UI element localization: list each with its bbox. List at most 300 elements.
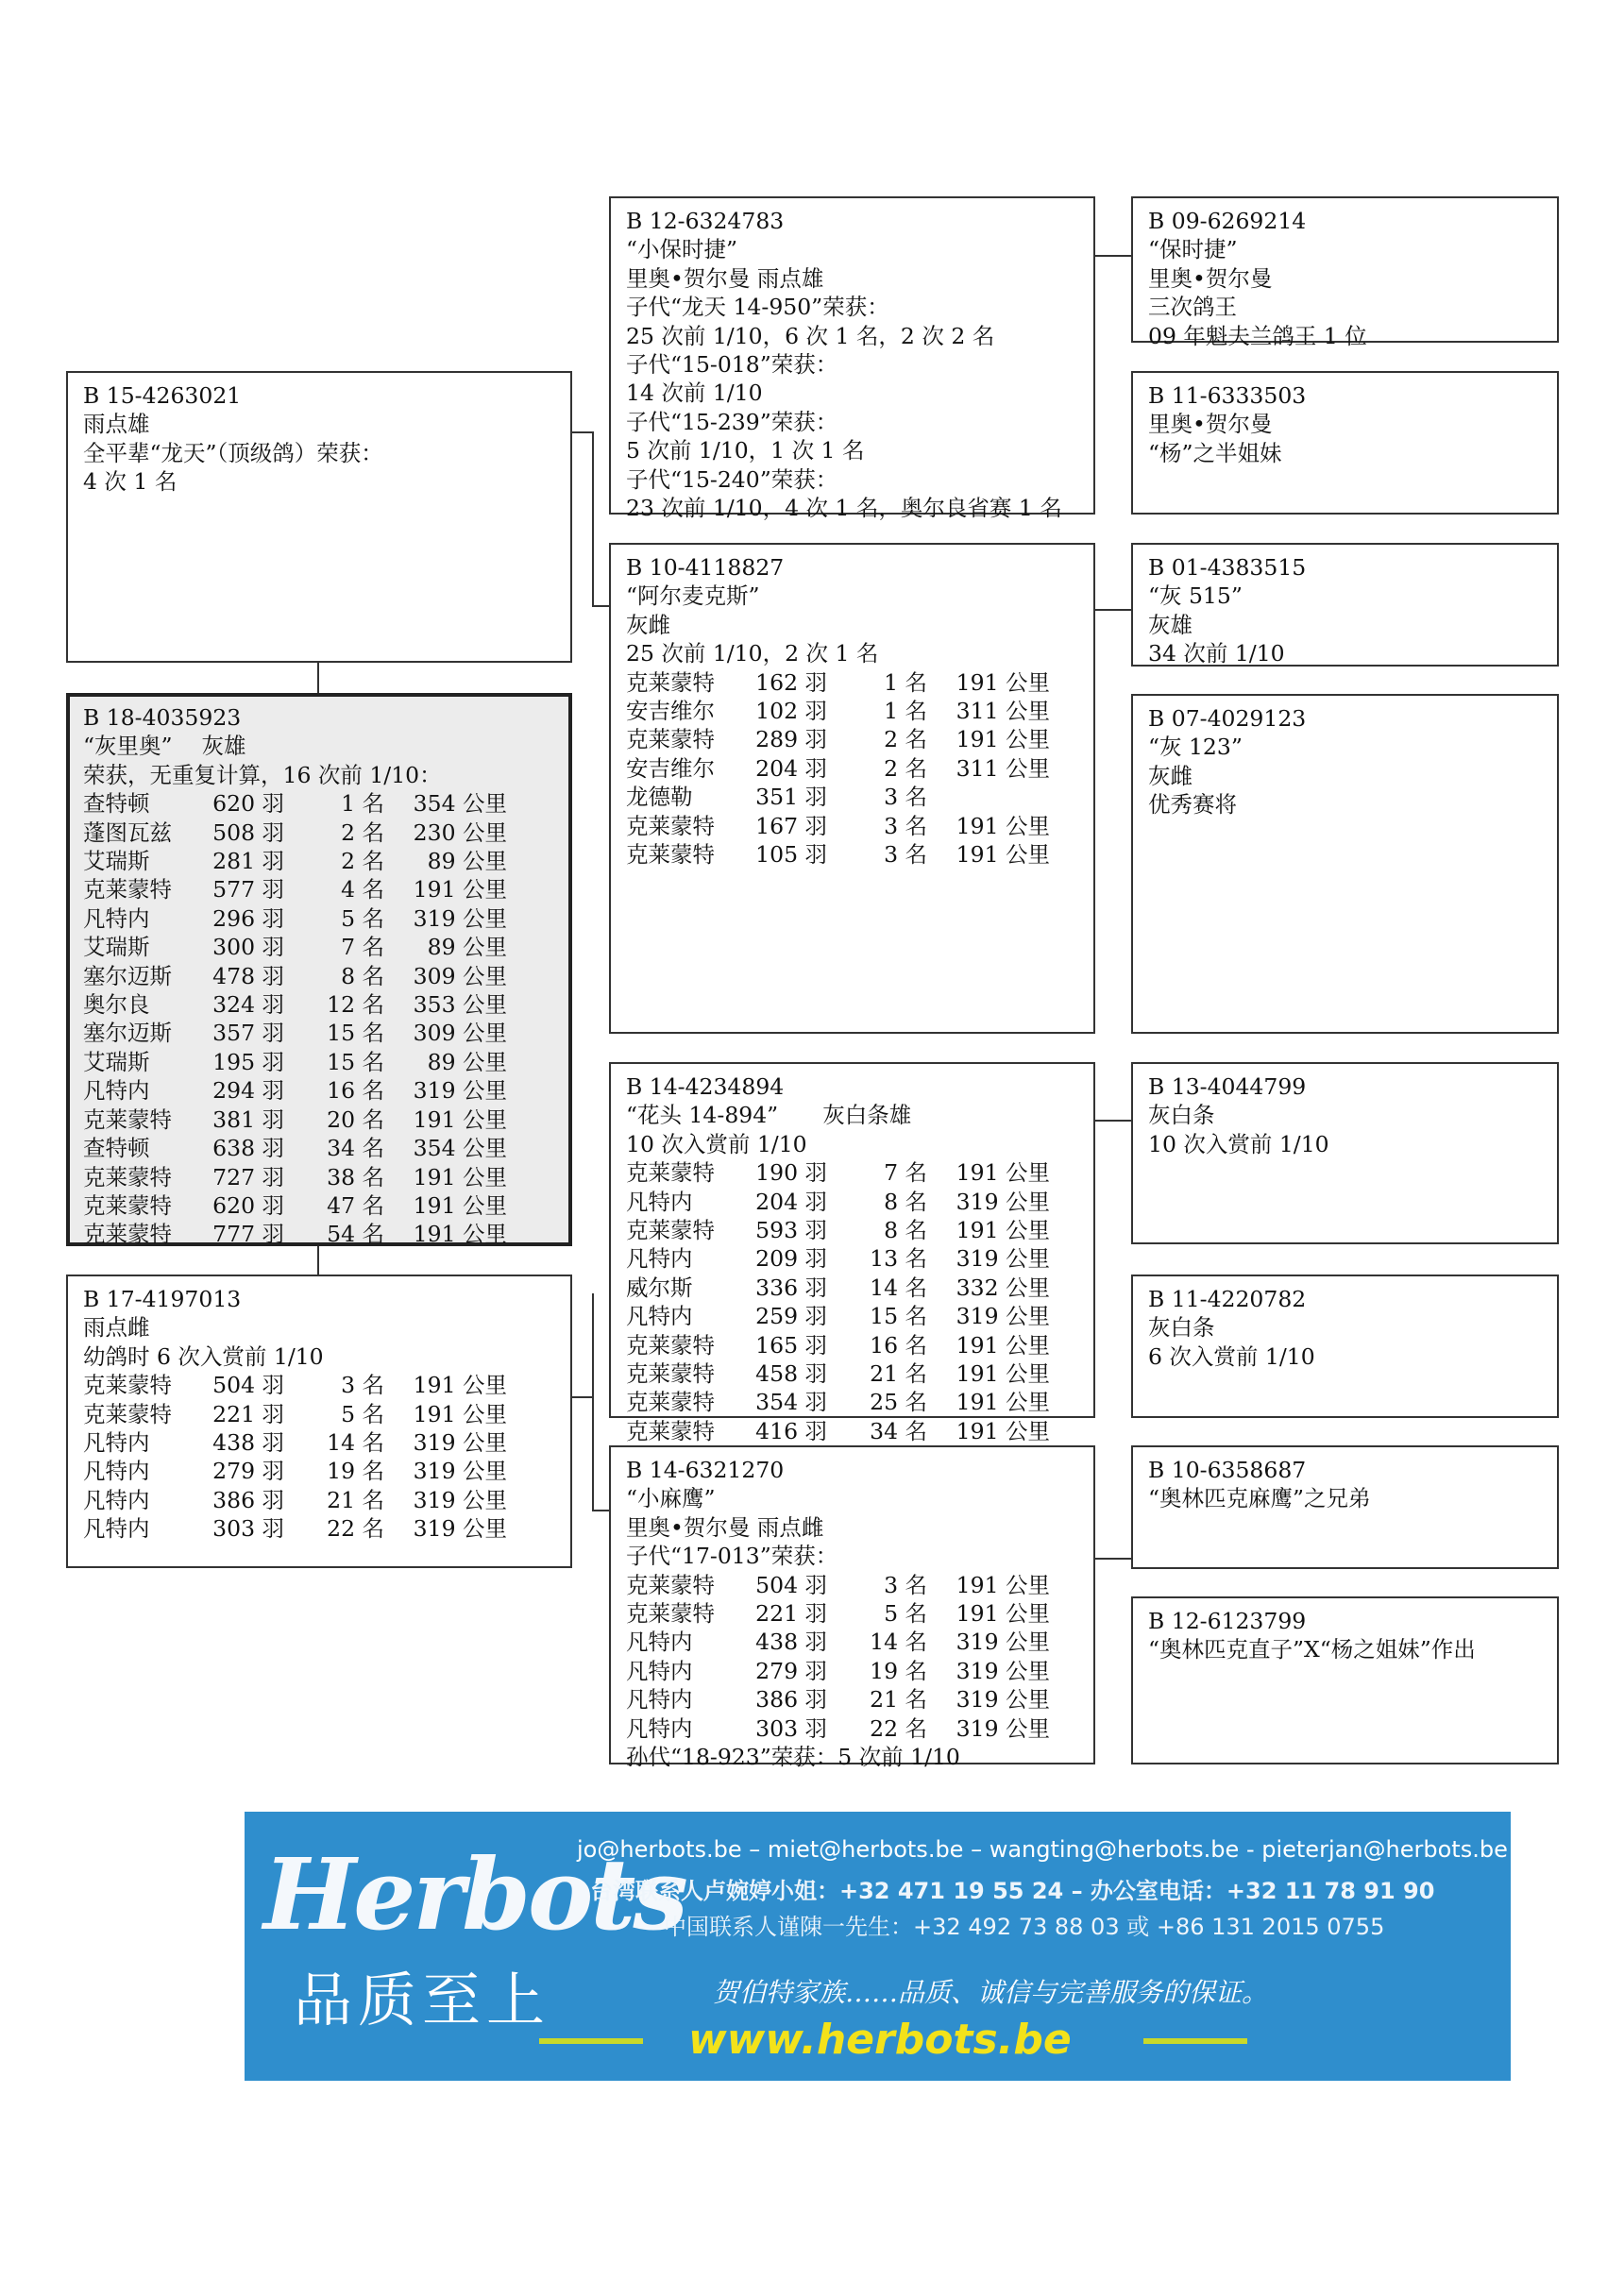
- ring-number: B 10-6358687: [1148, 1457, 1307, 1483]
- bird-count: 504 羽: [755, 1571, 827, 1598]
- placing: 5 名: [341, 904, 384, 932]
- bird-count: 638 羽: [212, 1135, 284, 1162]
- bird-count: 294 羽: [212, 1077, 284, 1105]
- distance: 319 公里: [956, 1714, 1050, 1742]
- ring-number: B 01-4383515: [1148, 554, 1307, 581]
- info-line: 子代“龙天 14-950”荣获：: [626, 294, 889, 321]
- result-row: [83, 933, 507, 961]
- results-table: [626, 1158, 1050, 1445]
- placing: 14 名: [327, 1429, 384, 1457]
- distance: 309 公里: [413, 962, 507, 989]
- distance: 319 公里: [413, 904, 507, 932]
- bird-count: 165 羽: [755, 1331, 827, 1359]
- distance: 354 公里: [413, 1135, 507, 1162]
- distance: 191 公里: [956, 1417, 1050, 1444]
- connector-line: [1093, 255, 1133, 257]
- bird-count: 162 羽: [755, 668, 827, 696]
- bird-count: 727 羽: [212, 1163, 284, 1190]
- race-location: 艾瑞斯: [83, 934, 150, 961]
- result-row: [83, 1400, 507, 1428]
- placing: 15 名: [327, 1048, 384, 1075]
- bird-count: 777 羽: [212, 1221, 284, 1248]
- bird-count: 190 羽: [755, 1159, 827, 1187]
- distance: 319 公里: [413, 1486, 507, 1513]
- race-location: 凡特内: [83, 1458, 150, 1485]
- placing: 8 名: [884, 1217, 927, 1244]
- distance: 230 公里: [413, 819, 507, 846]
- placing: 22 名: [870, 1714, 927, 1742]
- tagline: 贺伯特家族……品质、诚信与完善服务的保证。: [713, 1977, 1269, 2008]
- info-line: 子代“15-018”荣获：: [626, 351, 838, 379]
- distance: 191 公里: [413, 1400, 507, 1427]
- bird-count: 303 羽: [755, 1714, 827, 1742]
- placing: 5 名: [884, 1600, 927, 1628]
- result-row: [83, 1048, 507, 1076]
- info-line: 10 次入赏前 1/10: [1148, 1130, 1329, 1157]
- placing: 3 名: [884, 1571, 927, 1598]
- bird-count: 438 羽: [212, 1429, 284, 1457]
- info-line: 优秀赛将: [1148, 791, 1237, 819]
- website-link[interactable]: www.herbots.be: [688, 2016, 1072, 2064]
- results-table: [83, 1371, 507, 1543]
- distance: 309 公里: [413, 1020, 507, 1047]
- info-line: “杨”之半姐妹: [1148, 439, 1282, 466]
- placing: 15 名: [327, 1020, 384, 1047]
- placing: 20 名: [327, 1106, 384, 1133]
- result-row: [83, 819, 507, 847]
- placing: 3 名: [884, 841, 927, 869]
- distance: 191 公里: [956, 1217, 1050, 1244]
- bird-count: 508 羽: [212, 819, 284, 846]
- result-row: [83, 1514, 507, 1543]
- bird-count: 303 羽: [212, 1515, 284, 1543]
- info-line: 雨点雄: [83, 411, 150, 438]
- race-location: 查特顿: [83, 1135, 150, 1162]
- race-location: 塞尔迈斯: [83, 962, 172, 989]
- race-location: 凡特内: [83, 1429, 150, 1457]
- distance: 89 公里: [427, 934, 507, 961]
- bird-count: 357 羽: [212, 1020, 284, 1047]
- results-table: [626, 668, 1050, 869]
- race-location: 克莱蒙特: [626, 841, 715, 869]
- info-line: 5 次前 1/10，1 次 1 名: [626, 437, 865, 464]
- distance: 191 公里: [956, 841, 1050, 869]
- placing: 21 名: [327, 1486, 384, 1513]
- distance: 319 公里: [413, 1077, 507, 1105]
- great-grandparent-box: [1131, 694, 1559, 1034]
- result-row: [626, 812, 1050, 840]
- ring-number: B 10-4118827: [626, 554, 785, 581]
- placing: 16 名: [870, 1331, 927, 1359]
- placing: 1 名: [341, 790, 384, 818]
- distance: 191 公里: [956, 1159, 1050, 1187]
- distance: 319 公里: [956, 1657, 1050, 1684]
- connector-line: [570, 1396, 593, 1398]
- race-location: 克莱蒙特: [83, 1191, 172, 1219]
- great-grandparent-box: [1131, 1062, 1559, 1244]
- placing: 8 名: [341, 962, 384, 989]
- subject-box: [66, 693, 572, 1246]
- info-line: “保时捷”: [1148, 236, 1238, 263]
- info-line: 14 次前 1/10: [626, 380, 763, 407]
- bird-count: 296 羽: [212, 904, 284, 932]
- placing: 5 名: [341, 1400, 384, 1427]
- info-line: 幼鸽时 6 次入赏前 1/10: [83, 1342, 324, 1370]
- distance: 319 公里: [413, 1429, 507, 1457]
- distance: 319 公里: [956, 1629, 1050, 1656]
- placing: 8 名: [884, 1188, 927, 1215]
- granddam-maternal-box: [609, 1445, 1095, 1771]
- bird-count: 195 羽: [212, 1048, 284, 1075]
- placing: 16 名: [327, 1077, 384, 1105]
- distance: 89 公里: [427, 848, 507, 875]
- result-row: [83, 1163, 507, 1191]
- placing: 14 名: [870, 1629, 927, 1656]
- result-row: [626, 697, 1050, 725]
- bird-count: 167 羽: [755, 812, 827, 839]
- race-location: 克莱蒙特: [626, 668, 715, 696]
- bird-count: 221 羽: [212, 1400, 284, 1427]
- results-table: [83, 789, 507, 1249]
- distance: 89 公里: [427, 1048, 507, 1075]
- placing: 2 名: [884, 726, 927, 753]
- placing: 3 名: [884, 784, 927, 811]
- race-location: 塞尔迈斯: [83, 1020, 172, 1047]
- placing: 7 名: [884, 1159, 927, 1187]
- ring-number: B 15-4263021: [83, 382, 242, 409]
- result-row: [626, 668, 1050, 697]
- result-row: [83, 962, 507, 990]
- info-line: 灰雌: [1148, 762, 1193, 789]
- ring-number: B 14-4234894: [626, 1073, 785, 1100]
- placing: 15 名: [870, 1303, 927, 1330]
- info-line: “阿尔麦克斯”: [626, 582, 760, 610]
- distance: 353 公里: [413, 991, 507, 1019]
- info-line: 三次鸽王: [1148, 294, 1237, 321]
- distance: 319 公里: [413, 1458, 507, 1485]
- distance: 191 公里: [956, 726, 1050, 753]
- distance: 311 公里: [956, 754, 1050, 782]
- ring-number: B 07-4029123: [1148, 705, 1307, 732]
- result-row: [626, 754, 1050, 783]
- bird-count: 279 羽: [212, 1458, 284, 1485]
- info-line: 里奥•贺尔曼: [1148, 264, 1273, 292]
- race-location: 威尔斯: [626, 1274, 693, 1301]
- race-location: 查特顿: [83, 790, 150, 818]
- race-location: 安吉维尔: [626, 698, 715, 725]
- granddam-paternal-box: [609, 543, 1095, 1034]
- race-location: 蓬图瓦兹: [83, 819, 172, 846]
- connector-line: [570, 431, 593, 433]
- distance: 191 公里: [956, 1571, 1050, 1598]
- info-line: “奥林匹克麻鹰”之兄弟: [1148, 1485, 1371, 1512]
- info-line: “花头 14-894” 灰白条雄: [626, 1102, 912, 1129]
- placing: 21 名: [870, 1360, 927, 1388]
- bird-count: 204 羽: [755, 1188, 827, 1215]
- info-line: 荣获，无重复计算，16 次前 1/10：: [83, 761, 442, 788]
- connector-line: [1093, 1120, 1133, 1122]
- bird-count: 204 羽: [755, 754, 827, 782]
- race-location: 凡特内: [83, 904, 150, 932]
- distance: 319 公里: [956, 1686, 1050, 1714]
- decorative-bar: [539, 2038, 643, 2044]
- info-line: 6 次入赏前 1/10: [1148, 1342, 1315, 1370]
- result-row: [83, 990, 507, 1019]
- placing: 34 名: [870, 1417, 927, 1444]
- distance: 319 公里: [956, 1303, 1050, 1330]
- race-location: 奥尔良: [83, 991, 150, 1019]
- info-line: 雨点雌: [83, 1314, 150, 1342]
- race-location: 克莱蒙特: [626, 1389, 715, 1416]
- race-location: 凡特内: [626, 1629, 693, 1656]
- placing: 19 名: [870, 1657, 927, 1684]
- bird-count: 620 羽: [212, 1191, 284, 1219]
- info-line: 子代“17-013”荣获：: [626, 1543, 838, 1570]
- ring-number: B 12-6123799: [1148, 1608, 1307, 1634]
- race-location: 克莱蒙特: [83, 1163, 172, 1190]
- placing: 19 名: [327, 1458, 384, 1485]
- placing: 38 名: [327, 1163, 384, 1190]
- distance: 354 公里: [413, 790, 507, 818]
- bird-count: 438 羽: [755, 1629, 827, 1656]
- distance: 191 公里: [956, 812, 1050, 839]
- race-location: 凡特内: [626, 1714, 693, 1742]
- placing: 2 名: [341, 819, 384, 846]
- result-row: [83, 1457, 507, 1485]
- placing: 54 名: [327, 1221, 384, 1248]
- placing: 14 名: [870, 1274, 927, 1301]
- race-location: 克莱蒙特: [626, 1360, 715, 1388]
- placing: 1 名: [884, 698, 927, 725]
- distance: 191 公里: [413, 1191, 507, 1219]
- info-line: 灰雄: [1148, 611, 1193, 638]
- distance: [927, 783, 1050, 811]
- result-row: [626, 1302, 1050, 1330]
- info-line: 里奥•贺尔曼 雨点雄: [626, 264, 824, 292]
- ring-number: B 11-6333503: [1148, 382, 1307, 409]
- email-line[interactable]: jo@herbots.be – miet@herbots.be – wangting@herbots.be - pieterjan@herbots.be: [577, 1836, 1508, 1863]
- result-row: [83, 1486, 507, 1514]
- placing: 3 名: [884, 812, 927, 839]
- bird-count: 221 羽: [755, 1600, 827, 1628]
- placing: 1 名: [884, 668, 927, 696]
- bird-count: 209 羽: [755, 1245, 827, 1273]
- bird-count: 102 羽: [755, 698, 827, 725]
- bird-count: 351 羽: [755, 784, 827, 811]
- contact-taiwan: 台湾联系人卢婉婷小姐：+32 471 19 55 24 – 办公室电话：+32 11 78 91 90: [590, 1878, 1435, 1904]
- distance: 332 公里: [956, 1274, 1050, 1301]
- distance: 191 公里: [956, 1360, 1050, 1388]
- result-row: [83, 847, 507, 875]
- distance: 319 公里: [413, 1515, 507, 1543]
- contact-china: 中国联系人谨陳一先生：+32 492 73 88 03 或 +86 131 2015 0755: [664, 1914, 1385, 1940]
- race-location: 艾瑞斯: [83, 848, 150, 875]
- result-row: [626, 1685, 1050, 1714]
- bird-count: 386 羽: [755, 1686, 827, 1714]
- placing: 2 名: [341, 848, 384, 875]
- great-grandparent-box: [1131, 371, 1559, 515]
- race-location: 克莱蒙特: [83, 1106, 172, 1133]
- great-grandparent-box: [1131, 1275, 1559, 1418]
- info-line: 34 次前 1/10: [1148, 640, 1285, 667]
- race-location: 克莱蒙特: [626, 812, 715, 839]
- result-row: [83, 1220, 507, 1248]
- placing: 25 名: [870, 1389, 927, 1416]
- placing: 7 名: [341, 934, 384, 961]
- slogan: 品质至上: [294, 1966, 551, 2034]
- info-line: 里奥•贺尔曼 雨点雌: [626, 1513, 824, 1541]
- connector-line: [592, 431, 594, 606]
- result-row: [626, 1417, 1050, 1445]
- race-location: 克莱蒙特: [626, 1417, 715, 1444]
- info-line: 孙代“18-923”荣获：5 次前 1/10: [626, 1744, 960, 1771]
- info-line: 灰雌: [626, 611, 670, 638]
- ring-number: B 12-6324783: [626, 208, 785, 234]
- bird-count: 381 羽: [212, 1106, 284, 1133]
- result-row: [83, 1134, 507, 1162]
- info-line: 子代“15-240”荣获：: [626, 465, 838, 493]
- bird-count: 386 羽: [212, 1486, 284, 1513]
- placing: 12 名: [327, 991, 384, 1019]
- race-location: 凡特内: [626, 1188, 693, 1215]
- herbots-banner: [245, 1812, 1511, 2081]
- bird-count: 105 羽: [755, 841, 827, 869]
- info-line: 09 年魁夫兰鸽王 1 位: [1148, 322, 1367, 349]
- info-line: “小麻鹰”: [626, 1485, 716, 1512]
- placing: 22 名: [327, 1515, 384, 1543]
- bird-count: 620 羽: [212, 790, 284, 818]
- info-line: “灰 123”: [1148, 734, 1243, 761]
- bird-count: 416 羽: [755, 1417, 827, 1444]
- race-location: 艾瑞斯: [83, 1048, 150, 1075]
- distance: 191 公里: [413, 1163, 507, 1190]
- great-grandparent-box: [1131, 1445, 1559, 1569]
- distance: 319 公里: [956, 1245, 1050, 1273]
- distance: 319 公里: [956, 1188, 1050, 1215]
- great-grandparent-box: [1131, 196, 1559, 349]
- distance: 191 公里: [413, 1221, 507, 1248]
- info-line: “小保时捷”: [626, 236, 738, 263]
- placing: 3 名: [341, 1372, 384, 1399]
- result-row: [626, 1657, 1050, 1685]
- result-row: [626, 1216, 1050, 1244]
- ring-number: B 14-6321270: [626, 1457, 785, 1483]
- race-location: 克莱蒙特: [626, 1217, 715, 1244]
- sire-box: [66, 371, 572, 663]
- bird-count: 504 羽: [212, 1372, 284, 1399]
- result-row: [626, 725, 1050, 753]
- result-row: [83, 875, 507, 903]
- info-line: 25 次前 1/10，6 次 1 名，2 次 2 名: [626, 322, 995, 349]
- info-line: 子代“15-239”荣获：: [626, 408, 838, 435]
- info-line: 全平辈“龙天”（顶级鸽）荣获：: [83, 439, 383, 466]
- herbots-logo: Herbots: [263, 1836, 685, 1952]
- connector-line: [1093, 1558, 1133, 1560]
- placing: 2 名: [884, 754, 927, 782]
- grandsire-paternal-box: [609, 196, 1095, 522]
- race-location: 凡特内: [626, 1686, 693, 1714]
- bird-count: 289 羽: [755, 726, 827, 753]
- connector-line: [592, 1293, 594, 1511]
- bird-count: 593 羽: [755, 1217, 827, 1244]
- info-line: 灰白条: [1148, 1314, 1215, 1342]
- result-row: [83, 1371, 507, 1399]
- ring-number: B 11-4220782: [1148, 1286, 1307, 1312]
- ring-number: B 13-4044799: [1148, 1073, 1307, 1100]
- race-location: 凡特内: [626, 1245, 693, 1273]
- race-location: 克莱蒙特: [83, 1372, 172, 1399]
- result-row: [626, 840, 1050, 869]
- result-row: [626, 1188, 1050, 1216]
- great-grandparent-box: [1131, 543, 1559, 667]
- placing: 47 名: [327, 1191, 384, 1219]
- race-location: 凡特内: [626, 1657, 693, 1684]
- great-grandparent-box: [1131, 1596, 1559, 1764]
- grandsire-maternal-box: [609, 1062, 1095, 1444]
- info-line: “奥林匹克直子”X“杨之姐妹”作出: [1148, 1636, 1476, 1663]
- race-location: 龙德勒: [626, 784, 693, 811]
- result-row: [626, 1158, 1050, 1187]
- result-row: [626, 1359, 1050, 1388]
- distance: 191 公里: [956, 1331, 1050, 1359]
- race-location: 克莱蒙特: [83, 876, 172, 903]
- pigeon-name: “灰里奥” 灰雄: [83, 733, 246, 760]
- connector-line: [1093, 609, 1133, 611]
- result-row: [626, 1244, 1050, 1273]
- race-location: 凡特内: [83, 1077, 150, 1105]
- results-table: [626, 1571, 1050, 1743]
- result-row: [83, 1191, 507, 1220]
- distance: 191 公里: [413, 1106, 507, 1133]
- bird-count: 300 羽: [212, 934, 284, 961]
- info-line: 25 次前 1/10，2 次 1 名: [626, 640, 879, 667]
- result-row: [626, 1274, 1050, 1302]
- info-line: 灰白条: [1148, 1102, 1215, 1129]
- connector-line: [317, 1244, 319, 1276]
- result-row: [626, 783, 1050, 811]
- result-row: [83, 904, 507, 933]
- result-row: [626, 1388, 1050, 1416]
- distance: 191 公里: [956, 1600, 1050, 1628]
- ring-number: B 18-4035923: [83, 704, 242, 731]
- race-location: 克莱蒙特: [626, 1159, 715, 1187]
- distance: 191 公里: [413, 1372, 507, 1399]
- ring-number: B 09-6269214: [1148, 208, 1307, 234]
- distance: 191 公里: [413, 876, 507, 903]
- result-row: [83, 1106, 507, 1134]
- connector-line: [592, 605, 611, 607]
- result-row: [626, 1599, 1050, 1628]
- connector-line: [592, 1510, 611, 1511]
- result-row: [626, 1628, 1050, 1656]
- connector-line: [317, 661, 319, 693]
- bird-count: 324 羽: [212, 991, 284, 1019]
- result-row: [83, 1019, 507, 1047]
- bird-count: 577 羽: [212, 876, 284, 903]
- placing: 4 名: [341, 876, 384, 903]
- ring-number: B 17-4197013: [83, 1286, 242, 1312]
- race-location: 安吉维尔: [626, 754, 715, 782]
- info-line: 23 次前 1/10，4 次 1 名，奥尔良省赛 1 名: [626, 495, 1062, 522]
- race-location: 克莱蒙特: [83, 1400, 172, 1427]
- bird-count: 478 羽: [212, 962, 284, 989]
- bird-count: 354 羽: [755, 1389, 827, 1416]
- race-location: 克莱蒙特: [626, 1571, 715, 1598]
- bird-count: 279 羽: [755, 1657, 827, 1684]
- info-line: 4 次 1 名: [83, 468, 178, 496]
- dam-box: [66, 1275, 572, 1568]
- result-row: [83, 1076, 507, 1105]
